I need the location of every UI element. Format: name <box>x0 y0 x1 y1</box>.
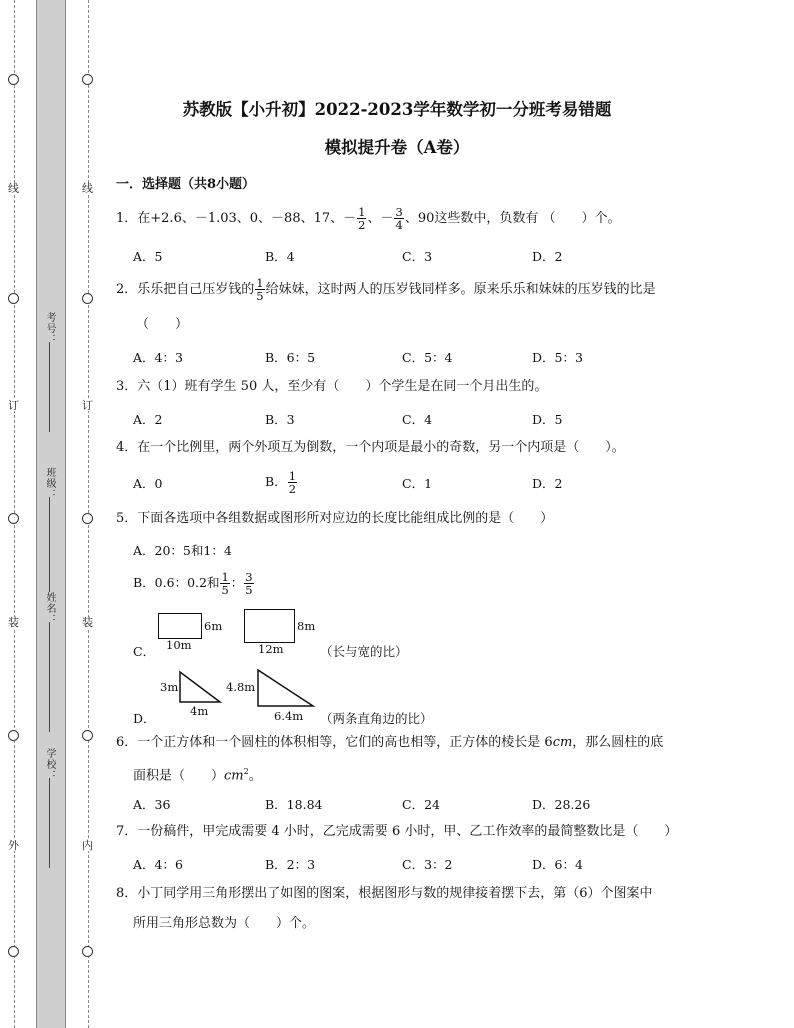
rect2-height-label: 8m <box>297 619 316 633</box>
q7-option-a: A．4：6 <box>133 857 183 872</box>
q4-option-a: A．0 <box>133 476 163 491</box>
q2-option-b: B．6：5 <box>265 350 316 365</box>
school-line <box>49 778 50 868</box>
fraction <box>394 206 403 231</box>
exam-title-line1: 苏教版【小升初】2022-2023学年数学初一分班考易错题 <box>182 100 612 119</box>
fraction-numerator: 1 <box>288 469 297 483</box>
ring-marker <box>8 730 19 741</box>
name-line <box>49 622 50 732</box>
tri2-width-label: 6.4m <box>274 709 304 723</box>
q7-option-c: C．3：2 <box>402 857 453 872</box>
question-6-cont <box>133 763 262 785</box>
margin-char-line: 线 <box>82 182 93 195</box>
exam-number-label: 考号： <box>44 312 55 345</box>
fraction-numerator: 1 <box>256 276 264 290</box>
name-label: 姓名： <box>44 592 55 625</box>
margin-char-inside: 内 <box>82 839 93 852</box>
q7-option-d: D．6：4 <box>532 857 583 872</box>
q5-option-c-note: （长与宽的比） <box>320 644 408 659</box>
margin-char-bind: 订 <box>8 399 19 412</box>
question-1 <box>116 203 621 235</box>
q1-sep: 、－ <box>367 211 394 226</box>
fraction-denominator: 2 <box>288 482 297 496</box>
ring-marker <box>8 74 19 85</box>
right-triangle-figure <box>178 670 223 706</box>
fraction-numerator: 3 <box>245 570 253 584</box>
q6-option-c: C．24 <box>402 797 440 812</box>
exam-number-line <box>49 342 50 432</box>
fraction-denominator: 5 <box>256 289 264 303</box>
fraction-numerator: 1 <box>221 570 229 584</box>
fraction <box>220 571 229 596</box>
fraction-denominator: 5 <box>245 583 253 597</box>
unit-cm: cm <box>552 735 573 750</box>
q6-option-a: A．36 <box>133 797 171 812</box>
ring-marker <box>8 293 19 304</box>
fraction <box>357 206 366 231</box>
q5-option-b-text: B．0.6：0.2和 <box>133 575 220 590</box>
question-8-cont: 所用三角形总数为（ ）个。 <box>133 916 316 931</box>
ring-marker <box>82 74 93 85</box>
fraction <box>244 571 253 596</box>
q4-option-c: C．1 <box>402 476 433 491</box>
rectangle-figure <box>158 613 202 639</box>
tri1-width-label: 4m <box>190 704 209 718</box>
q1-option-c: C．3 <box>402 249 433 264</box>
question-4: 4．在一个比例里，两个外项互为倒数，一个内项是最小的奇数，另一个内项是（ ）。 <box>116 440 625 455</box>
fraction-denominator: 2 <box>358 218 366 232</box>
q5-option-d: D． <box>133 711 156 726</box>
ring-marker <box>8 513 19 524</box>
tri1-height-label: 3m <box>160 680 179 694</box>
q4-option-b <box>265 466 298 498</box>
q4-option-d: D．2 <box>532 476 563 491</box>
ring-marker <box>8 946 19 957</box>
fraction <box>288 470 297 495</box>
fraction-numerator: 1 <box>358 205 366 219</box>
q6-text-c: 面积是（ ） <box>133 768 225 784</box>
right-triangle-figure <box>256 668 316 710</box>
q3-option-a: A．2 <box>133 412 163 427</box>
exam-title-line2: 模拟提升卷（A卷） <box>324 138 470 157</box>
q1-option-d: D．2 <box>532 249 563 264</box>
q2-text-a: 2．乐乐把自己压岁钱的 <box>116 282 255 297</box>
ring-marker <box>82 293 93 304</box>
margin-char-bind: 订 <box>82 399 93 412</box>
rect2-width-label: 12m <box>258 642 284 656</box>
fraction-denominator: 5 <box>221 583 229 597</box>
q2-option-a: A．4：3 <box>133 350 183 365</box>
q6-end: 。 <box>248 768 262 784</box>
q6-option-b: B．18.84 <box>265 797 323 812</box>
q2-text-b: 给妹妹，这时两人的压岁钱同样多。原来乐乐和妹妹的压岁钱的比是 <box>265 282 656 297</box>
margin-char-mount: 装 <box>8 616 19 629</box>
fraction-denominator: 4 <box>395 218 403 232</box>
question-7: 7．一份稿件，甲完成需要 4 小时，乙完成需要 6 小时，甲、乙工作效率的最简整数比是（ ） <box>116 824 678 839</box>
margin-char-line: 线 <box>8 182 19 195</box>
margin-char-mount: 装 <box>82 616 93 629</box>
question-6 <box>116 734 663 752</box>
school-label: 学校： <box>44 748 55 781</box>
q4-option-b-label: B． <box>265 474 287 489</box>
rect1-height-label: 6m <box>204 619 223 633</box>
q5-option-a: A．20：5和1：4 <box>133 543 232 558</box>
unit-cm: cm <box>224 768 244 784</box>
ratio-colon: ： <box>230 575 244 590</box>
section-heading: 一．选择题（共8小题） <box>116 177 256 192</box>
class-line <box>49 497 50 592</box>
fraction-numerator: 3 <box>395 205 403 219</box>
q6-text-a: 6．一个正方体和一个圆柱的体积相等，它们的高也相等，正方体的棱长是 6 <box>116 735 553 750</box>
ring-marker <box>82 513 93 524</box>
q1-option-a: A．5 <box>133 249 163 264</box>
q1-option-b: B．4 <box>265 249 295 264</box>
q2-blank: （ ） <box>136 317 189 332</box>
q3-option-b: B．3 <box>265 412 295 427</box>
q2-option-c: C．5：4 <box>402 350 453 365</box>
superscript: 2 <box>243 767 249 776</box>
q1-text-a: 1．在+2.6、－1.03、0、－88、17、－ <box>116 211 357 226</box>
q3-option-c: C．4 <box>402 412 433 427</box>
rect1-width-label: 10m <box>166 638 192 652</box>
question-5: 5．下面各选项中各组数据或图形所对应边的长度比能组成比例的是（ ） <box>116 511 554 526</box>
q5-option-d-note: （两条直角边的比） <box>320 711 433 726</box>
tri2-height-label: 4.8m <box>226 680 256 694</box>
q1-text-b: 、90这些数中，负数有 （ ）个。 <box>404 211 621 226</box>
rectangle-figure <box>244 609 295 643</box>
q5-option-c: C． <box>133 644 156 659</box>
q6-option-d: D．28.26 <box>532 797 591 812</box>
question-3: 3．六（1）班有学生 50 人，至少有（ ）个学生是在同一个月出生的。 <box>116 379 548 394</box>
q3-option-d: D．5 <box>532 412 563 427</box>
ring-marker <box>82 946 93 957</box>
ring-marker <box>82 730 93 741</box>
class-label: 班级： <box>44 467 55 500</box>
margin-char-outside: 外 <box>8 839 19 852</box>
q5-option-b <box>133 566 255 600</box>
question-2 <box>116 274 656 306</box>
q6-text-b: ，那么圆柱的底 <box>572 735 664 750</box>
q7-option-b: B．2：3 <box>265 857 316 872</box>
fraction <box>255 277 264 302</box>
question-8: 8．小丁同学用三角形摆出了如图的图案，根据图形与数的规律接着摆下去，第（6）个图案中 <box>116 886 653 901</box>
q2-option-d: D．5：3 <box>532 350 583 365</box>
